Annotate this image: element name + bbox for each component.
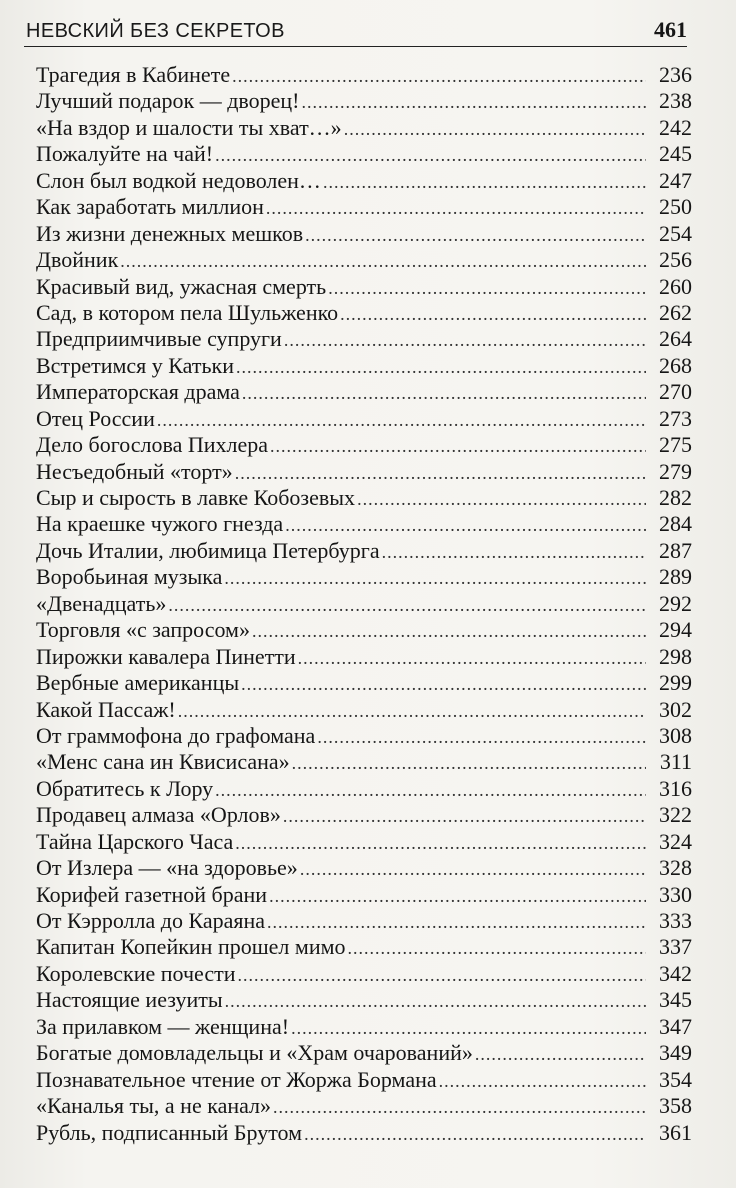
toc-entry-page: 299 [659, 670, 692, 696]
toc-entry-page: 354 [659, 1066, 692, 1092]
toc-entry-page: 311 [659, 749, 692, 775]
dot-leader [300, 856, 646, 882]
toc-entry-title: Отец России [36, 405, 155, 431]
toc-entry-page: 282 [659, 485, 692, 510]
dot-leader [302, 89, 646, 115]
dot-leader [267, 909, 646, 935]
dot-leader [284, 327, 646, 353]
toc-entry-title: Пожалуйте на чай! [36, 141, 214, 167]
dot-leader [157, 407, 646, 433]
toc-entry-title: Несъедобный «торт» [36, 458, 233, 484]
toc-entry-title: Слон был водкой недоволен… [36, 167, 321, 193]
toc-entry [36, 961, 692, 987]
toc-entry [36, 882, 692, 908]
page-number: 461 [654, 17, 687, 42]
toc-entry-title: На краешке чужого гнезда [36, 511, 284, 537]
toc-entry-title: Трагедия в Кабинете [36, 62, 231, 87]
dot-leader [224, 565, 646, 591]
dot-leader [242, 380, 646, 406]
toc-entry-title: «Каналья ты, а не канал» [36, 1093, 272, 1119]
toc-entry [36, 802, 692, 828]
toc-entry-title: Богатые домовладельцы и «Храм очарований» [36, 1040, 473, 1066]
toc-entry [36, 274, 692, 300]
toc-entry-page: 245 [659, 141, 692, 167]
toc-entry-title: От граммофона до графомана [36, 722, 316, 748]
toc-entry-page: 337 [659, 934, 692, 960]
dot-leader [235, 830, 646, 856]
dot-leader [269, 883, 646, 909]
toc-entry [36, 485, 692, 511]
toc-entry-title: «Менс сана ин Квисисана» [36, 749, 290, 775]
toc-entry-page: 345 [659, 987, 692, 1013]
toc-entry-page: 316 [659, 775, 692, 801]
toc-entry [36, 564, 692, 590]
toc-entry [36, 1014, 692, 1040]
dot-leader [348, 935, 646, 961]
toc-entry [36, 432, 692, 458]
toc-entry-page: 262 [659, 299, 692, 325]
toc-entry-page: 302 [659, 696, 692, 722]
dot-leader [241, 671, 646, 697]
dot-leader [304, 1121, 646, 1147]
toc-entry-page: 292 [659, 590, 692, 616]
toc-entry-page: 279 [659, 458, 692, 484]
toc-entry-page: 264 [659, 326, 692, 352]
toc-entry-page: 247 [659, 167, 692, 193]
toc-entry-title: Королевские почести [36, 960, 236, 986]
toc-entry [36, 326, 692, 352]
dot-leader [270, 433, 646, 459]
toc-entry-title: Сыр и сырость в лавке Кобозевых [36, 485, 356, 510]
toc-entry-page: 322 [659, 802, 692, 828]
toc-entry [36, 459, 692, 485]
dot-leader [215, 142, 646, 168]
toc-entry [36, 538, 692, 564]
toc-entry-page: 324 [659, 828, 692, 854]
dot-leader [236, 354, 646, 380]
toc-entry [36, 591, 692, 617]
toc-entry-page: 330 [659, 881, 692, 907]
toc-entry-page: 250 [659, 194, 692, 220]
dot-leader [439, 1068, 646, 1094]
toc-entry-page: 287 [659, 537, 692, 563]
dot-leader [340, 301, 646, 327]
toc-entry-title: Дело богослова Пихлера [36, 432, 269, 458]
toc-entry-title: Двойник [36, 247, 119, 273]
toc-entry-page: 238 [659, 88, 692, 114]
page-header [24, 12, 687, 47]
dot-leader [317, 724, 646, 750]
dot-leader [344, 116, 646, 142]
toc-entry-page: 294 [659, 617, 692, 643]
toc-entry-title: Из жизни денежных мешков [36, 220, 304, 246]
dot-leader [225, 988, 646, 1014]
toc-entry-page: 254 [659, 220, 692, 246]
toc-entry [36, 406, 692, 432]
dot-leader [266, 195, 646, 221]
toc-entry [36, 115, 692, 141]
dot-leader [292, 750, 646, 776]
toc-entry [36, 511, 692, 537]
toc-entry-title: Императорская драма [36, 379, 240, 405]
toc-entry [36, 247, 692, 273]
toc-entry-title: Вербные американцы [36, 670, 240, 696]
toc-entry [36, 934, 692, 960]
toc-entry [36, 776, 692, 802]
dot-leader [235, 460, 646, 486]
toc-entry-page: 289 [659, 564, 692, 590]
toc-entry-page: 333 [659, 908, 692, 933]
toc-entry [36, 617, 692, 643]
toc-entry-page: 284 [659, 511, 692, 537]
dot-leader [323, 169, 646, 195]
toc-entry [36, 62, 692, 88]
toc-entry-page: 256 [659, 247, 692, 273]
toc-entry-title: Воробьиная музыка [36, 564, 223, 590]
toc-entry [36, 829, 692, 855]
toc-entry-page: 308 [659, 722, 692, 748]
dot-leader [252, 618, 646, 644]
toc-entry [36, 88, 692, 114]
toc-entry-page: 342 [659, 960, 692, 986]
toc-entry [36, 670, 692, 696]
toc-entry [36, 168, 692, 194]
dot-leader [357, 486, 646, 512]
toc-entry-title: Настоящие иезуиты [36, 987, 223, 1013]
toc-entry-title: Как заработать миллион [36, 194, 264, 220]
dot-leader [238, 962, 646, 988]
dot-leader [178, 698, 646, 724]
dot-leader [120, 248, 646, 274]
dot-leader [285, 512, 646, 538]
toc-entry-title: Торговля «с запросом» [36, 617, 250, 643]
toc-entry-page: 236 [659, 62, 692, 87]
toc-entry-title: Пирожки кавалера Пинетти [36, 643, 296, 669]
dot-leader [475, 1041, 646, 1067]
toc-entry [36, 855, 692, 881]
toc-entry [36, 300, 692, 326]
toc-entry [36, 379, 692, 405]
toc-entry [36, 1040, 692, 1066]
toc-entry-title: Рубль, подписанный Брутом [36, 1119, 303, 1145]
toc-entry-title: Капитан Копейкин прошел мимо [36, 934, 346, 960]
toc-entry [36, 908, 692, 934]
toc-entry-page: 275 [659, 432, 692, 458]
toc-entry [36, 723, 692, 749]
dot-leader [291, 1015, 646, 1041]
toc-entry [36, 353, 692, 379]
toc-entry-page: 347 [659, 1013, 692, 1039]
dot-leader [283, 803, 646, 829]
toc-entry-title: Красивый вид, ужасная смерть [36, 273, 327, 299]
toc-entry-page: 358 [659, 1093, 692, 1119]
toc-entry-title: От Кэрролла до Караяна [36, 908, 266, 933]
toc-entry-page: 349 [659, 1040, 692, 1066]
toc-entry-title: Лучший подарок — дворец! [36, 88, 300, 114]
dot-leader [382, 539, 646, 565]
dot-leader [328, 275, 646, 301]
toc-entry-title: Продавец алмаза «Орлов» [36, 802, 281, 828]
toc-entry-page: 242 [659, 114, 692, 140]
toc-entry-title: Корифей газетной брани [36, 881, 268, 907]
toc-entry-title: Предприимчивые супруги [36, 326, 282, 352]
toc-entry-page: 361 [659, 1119, 692, 1145]
toc-entry-title: Познавательное чтение от Жоржа Бормана [36, 1066, 437, 1092]
running-title: НЕВСКИЙ БЕЗ СЕКРЕТОВ [26, 20, 285, 42]
toc-entry-title: За прилавком — женщина! [36, 1013, 290, 1039]
toc-entry [36, 1093, 692, 1119]
toc-entry-title: Сад, в котором пела Шульженко [36, 299, 339, 325]
toc-entry [36, 987, 692, 1013]
toc-entry [36, 1067, 692, 1093]
toc-entry [36, 194, 692, 220]
dot-leader [305, 222, 646, 248]
table-of-contents [36, 62, 692, 1146]
toc-entry-page: 273 [659, 405, 692, 431]
toc-entry-page: 270 [659, 379, 692, 405]
dot-leader [232, 63, 646, 89]
toc-entry-title: Тайна Царского Часа [36, 828, 234, 854]
toc-entry-title: От Излера — «на здоровье» [36, 855, 298, 881]
dot-leader [215, 777, 646, 803]
toc-entry [36, 697, 692, 723]
toc-entry-title: Обратитесь к Лору [36, 775, 214, 801]
toc-entry-title: Встретимся у Катьки [36, 352, 234, 378]
toc-entry-title: «На вздор и шалости ты хват…» [36, 114, 342, 140]
toc-entry [36, 141, 692, 167]
toc-entry [36, 1120, 692, 1146]
toc-entry-page: 328 [659, 855, 692, 881]
dot-leader [273, 1094, 646, 1120]
toc-entry [36, 749, 692, 775]
toc-entry [36, 644, 692, 670]
toc-entry-title: Какой Пассаж! [36, 696, 176, 722]
toc-entry-title: «Двенадцать» [36, 590, 167, 616]
dot-leader [168, 592, 646, 618]
toc-entry-page: 260 [659, 273, 692, 299]
toc-entry-title: Дочь Италии, любимица Петербурга [36, 537, 380, 563]
dot-leader [298, 645, 646, 671]
toc-entry-page: 298 [659, 643, 692, 669]
toc-entry-page: 268 [659, 352, 692, 378]
toc-entry [36, 221, 692, 247]
